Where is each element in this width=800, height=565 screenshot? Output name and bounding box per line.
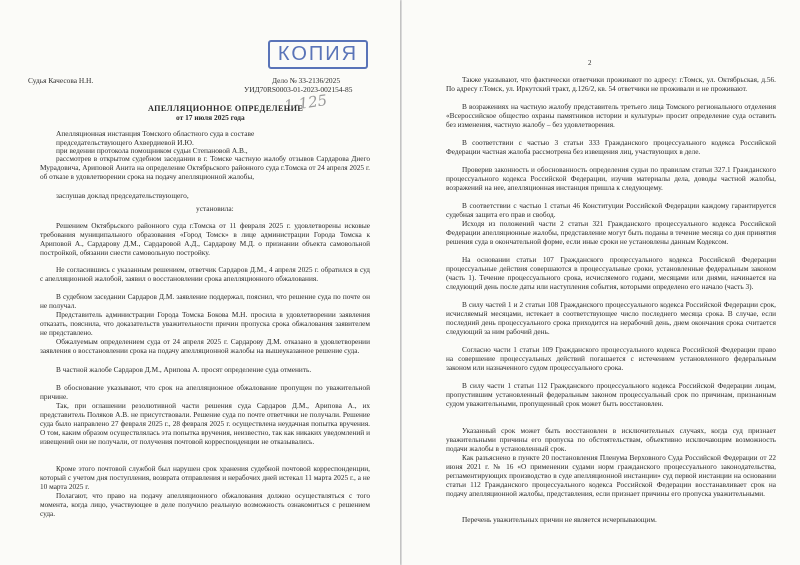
composition-line-1: Апелляционная инстанция Томского областного суда в составе	[56, 129, 255, 138]
composition-line-4: рассмотрев в открытом судебном заседании в г. Томске частную жалобу отзывов Сардарова Диего Мурадовича, Ариповой Анита на определение Октябрьского районного суда г.Томска от 24 апреля 2025 г. об отказе в удовлетворении срока на подачу апелляционной жалобы,	[40, 154, 370, 181]
document-date: от 17 июля 2025 года	[176, 113, 245, 122]
paragraph: В соответствии с частью 3 статьи 333 Гражданского процессуального кодекса Российской Федерации частная жалоба рассмотрена без извещения лиц, участвующих в деле.	[446, 138, 776, 156]
paragraph: В судебном заседании Сардаров Д.М. заявление поддержал, пояснил, что решение суда по почте он не получал.	[40, 292, 370, 310]
case-number: Дело № 33-2136/2025	[272, 76, 341, 85]
paragraph: Перечень уважительных причин не является исчерпывающим.	[462, 515, 657, 524]
paragraph: В возражениях на частную жалобу представитель третьего лица Томского регионального отделения «Всероссийское общество охраны памятников истории и культуры» просит определение суда оставить без изменения, частную жалобу – без удовлетворения.	[446, 102, 776, 129]
paragraph: В обоснование указывают, что срок на апелляционное обжалование пропущен по уважительной причине.	[40, 383, 370, 401]
document-page-right	[402, 0, 800, 565]
paragraph: Проверив законность и обоснованность определения судьи по правилам статьи 327.1 Гражданского процессуального кодекса Российской Федерации, изучив материалы дела, доводы частной жалобы, возражений на нее, апелляционная инстанция пришла к следующему.	[446, 165, 776, 192]
case-uid: УИД70RS0003-01-2023-002154-85	[244, 85, 353, 94]
paragraph: На основании статьи 107 Гражданского процессуального кодекса Российской Федерации процессуальные действия совершаются в процессуальные сроки, установленные федеральным законом (часть 1). Течение процессуального срока, исчисляемого годами, месяцами или днями, начинается на следующий день после даты или наступления события, которыми определено его начало (часть 3).	[446, 255, 776, 291]
paragraph: Обжалуемым определением суда от 24 апреля 2025 г. Сардарову Д.М. отказано в удовлетворении заявления о восстановлении срока на подачу апелляционной жалобы на вышеуказанное решение суда.	[40, 337, 370, 355]
composition-line-5: заслушав доклад председательствующего,	[56, 191, 189, 200]
copy-stamp: КОПИЯ	[268, 40, 368, 69]
page-number: 2	[588, 59, 592, 67]
paragraph: Кроме этого почтовой службой был нарушен срок хранения судебной почтовой корреспонденции, который с учетом дня поступления, возврата отправления и нерабочих дней истекал 11 марта 2025 г., а не 10 марта 2025 г.	[40, 464, 370, 491]
paragraph: Решением Октябрьского районного суда г.Томска от 11 февраля 2025 г. удовлетворены исковые требования муниципального образования «Город Томск» в лице администрации Города Томска к Ариповой А., Сардарову Д.М., Сардаровой А.Д., Сардарову М.Д. о признании объекта самовольной постройкой, обязании снести самовольную постройку.	[40, 221, 370, 257]
paragraph: В соответствии с частью 1 статьи 46 Конституции Российской Федерации каждому гарантируется судебная защита его прав и свобод.	[446, 201, 776, 219]
paragraph: В силу части 1 статьи 112 Гражданского процессуального кодекса Российской Федерации лицам, пропустившим установленный федеральным законом процессуальный срок по причинам, признанным судом уважительными, пропущенный срок может быть восстановлен.	[446, 381, 776, 408]
paragraph: Исходя из положений части 2 статьи 321 Гражданского процессуального кодекса Российской Федерации апелляционные жалобы, представление могут быть поданы в течение месяца со дня принятия решения суда в окончательной форме, если иные сроки не установлены данным Кодексом.	[446, 219, 776, 246]
paragraph: Полагают, что право на подачу апелляционного обжалования должно осуществляться с того момента, когда лицо, участвующее в деле получило реальную возможность ознакомиться с решением суда.	[40, 491, 370, 518]
established-heading: установила:	[196, 204, 234, 213]
paragraph: Представитель администрации Города Томска Бокова М.Н. просила в удовлетворении заявления отказать, пояснила, что доказательств уважительности причин пропуска срока обжалования заявителем не представлено.	[40, 310, 370, 337]
paragraph: В силу частей 1 и 2 статьи 108 Гражданского процессуального кодекса Российской Федерации срок, исчисляемый месяцами, истекает в соответствующее число последнего месяца срока. В случае, если последний день процессуального срока приходится на нерабочий день, днем окончания срока считается следующий за ним рабочий день.	[446, 300, 776, 336]
judge-name: Судья Качесова Н.Н.	[28, 76, 94, 85]
paragraph: В частной жалобе Сардаров Д.М., Арипова А. просят определение суда отменить.	[56, 365, 312, 374]
composition-line-2: председательствующего Ахвердиевой И.Ю.	[56, 138, 194, 147]
document-title: АПЕЛЛЯЦИОННОЕ ОПРЕДЕЛЕНИЕ	[148, 104, 304, 113]
paragraph: Как разъяснено в пункте 20 постановления Пленума Верховного Суда Российской Федерации от 22 июня 2021 г. № 16 «О применении судами норм гражданского процессуального законодательства, регламентирующих производство в суде апелляционной инстанции» суд первой инстанции на основании статьи 112 Гражданского процессуального кодекса Российской Федерации восстанавливает срок на подачу апелляционной жалобы, представления, если признает причины его пропуска уважительными.	[446, 453, 776, 498]
paragraph: Согласно части 1 статьи 109 Гражданского процессуального кодекса Российской Федерации право на совершение процессуальных действий погашается с истечением установленного федеральным законом или назначенного судом процессуального срока.	[446, 345, 776, 372]
paragraph: Указанный срок может быть восстановлен в исключительных случаях, когда суд признает уважительными причины его пропуска по обстоятельствам, объективно исключающим возможность подачи жалобы в установленный срок.	[446, 426, 776, 453]
handwritten-note: 1-125	[282, 91, 329, 115]
composition-line-3: при ведении протокола помощником судьи Степановой А.В.,	[56, 146, 248, 155]
paragraph: Также указывают, что фактически ответчики проживают по адресу: г.Томск, ул. Октябрьская, д.56. По адресу г.Томск, ул. Иркутский тракт, д.126/2, кв. 54 ответчики не проживали и не проживают.	[446, 75, 776, 93]
paragraph: Так, при оглашении резолютивной части решения суда Сардаров Д.М., Арипова А., их представитель Поляков А.В. не присутствовали. Решение суда по почте ответчики не получали. Решение суда было направлено 27 февраля 2025 г., 28 февраля 2025 г. осуществлена неудачная попытка вручения. О том, каким образом осуществлялась эта попытка вручения, неизвестно, так как никаких уведомлений и извещений они не получали, от получения почтовой корреспонденции не отказывались.	[40, 401, 370, 446]
paragraph: Не согласившись с указанным решением, ответчик Сардаров Д.М., 4 апреля 2025 г. обратился в суд с апелляционной жалобой, заявил о восстановлении срока апелляционного обжалования.	[40, 265, 370, 283]
